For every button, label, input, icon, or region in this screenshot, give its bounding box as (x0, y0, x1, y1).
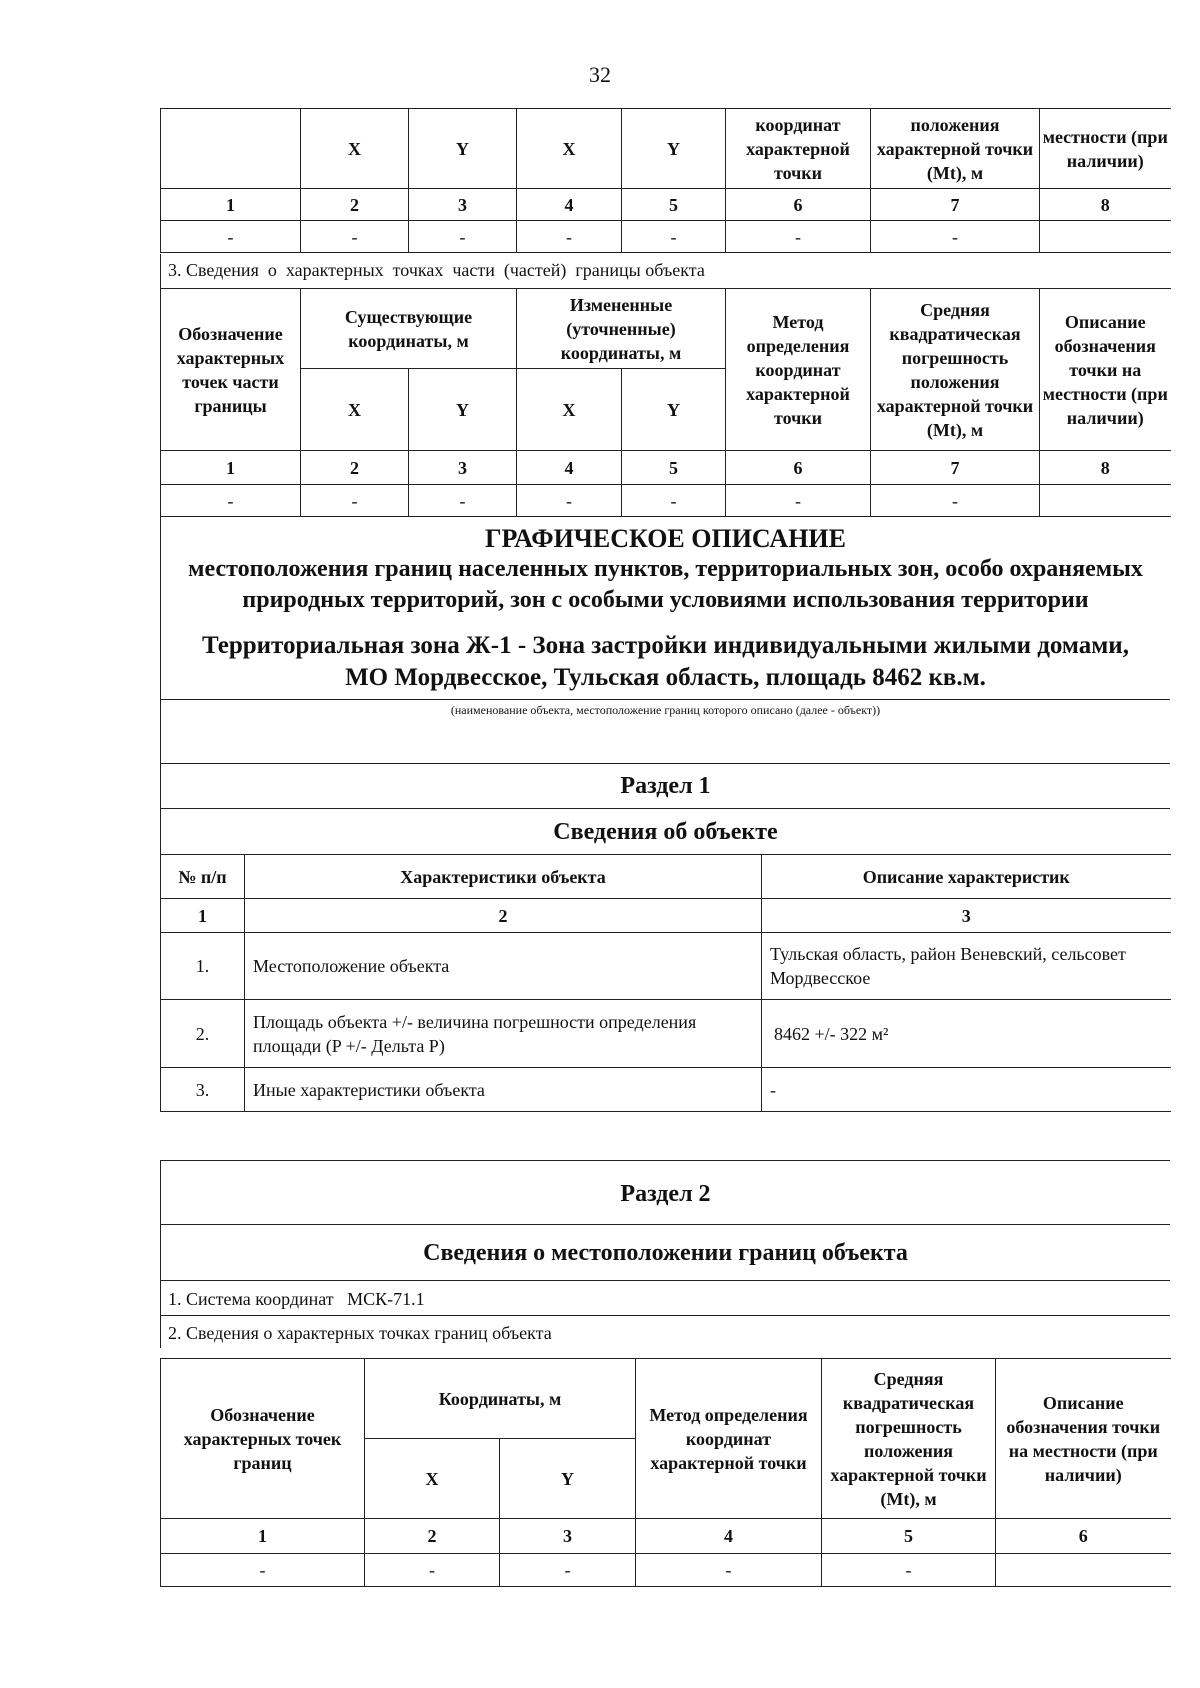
column-number: 1 (161, 189, 301, 221)
header-cell: X (301, 109, 409, 189)
header-cell: № п/п (161, 855, 245, 899)
col-points-label: Обозначение характерных точек части границы (161, 289, 301, 451)
zone-name: Территориальная зона Ж-1 - Зона застройки индивидуальными жилыми домами, МО Мордвесское, Тульская область, площадь 8462 кв.м. (202, 632, 1129, 691)
col-method: Метод определения координат характерной точки (636, 1359, 822, 1519)
table-row (161, 485, 1171, 517)
table-cell: - (365, 1554, 500, 1587)
column-number: 8 (1040, 451, 1171, 485)
col-y: Y (409, 369, 517, 451)
table-cell: - (726, 485, 871, 517)
column-number: 2 (301, 451, 409, 485)
table-cell: - (161, 485, 301, 517)
razdel2-subtitle: Сведения о местоположении границ объекта (161, 1225, 1170, 1281)
row-value: 8462 +/- 322 м² (762, 1000, 1171, 1068)
table-cell: - (871, 221, 1040, 253)
column-number-row (161, 189, 1171, 221)
table-cell (996, 1554, 1171, 1587)
row-name: Площадь объекта +/- величина погрешности определения площади (P +/- Дельта P) (245, 1000, 762, 1068)
razdel2-header (160, 1160, 1170, 1348)
header-cell: координат характерной точки (726, 109, 871, 189)
table-cell: - (726, 221, 871, 253)
column-number: 1 (161, 1519, 365, 1554)
page-number: 32 (589, 62, 611, 87)
column-number: 2 (301, 189, 409, 221)
table-cell (1040, 221, 1171, 253)
graphic-subtitle: местоположения границ населенных пунктов, территориальных зон, особо охраняемых природных территорий, зон с особыми условиями использования территории (188, 556, 1143, 613)
column-number: 5 (622, 189, 726, 221)
column-number: 2 (245, 899, 762, 933)
header-cell: положения характерной точки (Mt), м (871, 109, 1040, 189)
col-y: Y (622, 369, 726, 451)
section3-caption-text: 3. Сведения о характерных точках части (частей) границы объекта (168, 260, 705, 280)
table-cell: - (517, 485, 622, 517)
table-cell: - (301, 221, 409, 253)
column-number: 4 (517, 451, 622, 485)
col-method: Метод определения координат характерной точки (726, 289, 871, 451)
table-cell: - (636, 1554, 822, 1587)
table-row (161, 1000, 1171, 1068)
column-number: 7 (871, 189, 1040, 221)
table-cell: - (161, 1554, 365, 1587)
col-y: Y (500, 1439, 636, 1519)
row-name: Иные характеристики объекта (245, 1068, 762, 1112)
col-x: X (365, 1439, 500, 1519)
table-cell: - (517, 221, 622, 253)
boundary-points-table (160, 1358, 1171, 1587)
table-header-row (161, 109, 1171, 189)
table-cell: - (409, 221, 517, 253)
row-number: 1. (161, 933, 245, 1000)
table-cell (1040, 485, 1171, 517)
header-cell: Y (622, 109, 726, 189)
column-number: 3 (762, 899, 1171, 933)
table-row (161, 221, 1171, 253)
column-number: 1 (161, 451, 301, 485)
table-header-row (161, 855, 1171, 899)
row-value: - (762, 1068, 1171, 1112)
table-row (161, 1554, 1171, 1587)
column-number: 7 (871, 451, 1040, 485)
col-coordinates: Координаты, м (365, 1359, 636, 1439)
table-cell: - (622, 221, 726, 253)
row-name: Местоположение объекта (245, 933, 762, 1000)
column-number: 8 (1040, 189, 1171, 221)
table-cell: - (409, 485, 517, 517)
razdel1-header (160, 763, 1170, 856)
row-number: 2. (161, 1000, 245, 1068)
table-row (161, 933, 1171, 1000)
razdel1-subtitle: Сведения об объекте (553, 819, 778, 845)
table-row (161, 1068, 1171, 1112)
column-number: 2 (365, 1519, 500, 1554)
row-value: Тульская область, район Веневский, сельсовет Мордвесское (762, 933, 1171, 1000)
col-x: X (301, 369, 409, 451)
column-number: 4 (517, 189, 622, 221)
header-cell: Описание характеристик (762, 855, 1171, 899)
col-existing-coords: Существующие координаты, м (301, 289, 517, 369)
col-error: Средняя квадратическая погрешность положения характерной точки (Mt), м (822, 1359, 996, 1519)
header-cell (161, 109, 301, 189)
object-info-table (160, 854, 1171, 1112)
table-cell: - (500, 1554, 636, 1587)
col-description: Описание обозначения точки на местности (при наличии) (1040, 289, 1171, 451)
column-number: 1 (161, 899, 245, 933)
col-changed-coords: Измененные (уточненные) координаты, м (517, 289, 726, 369)
header-cell: местности (при наличии) (1040, 109, 1171, 189)
column-number: 6 (726, 451, 871, 485)
column-number-row (161, 451, 1171, 485)
column-number: 5 (622, 451, 726, 485)
razdel1-title: Раздел 1 (161, 764, 1170, 809)
col-description: Описание обозначения точки на местности (при наличии) (996, 1359, 1171, 1519)
column-number: 6 (996, 1519, 1171, 1554)
table-cell: - (871, 485, 1040, 517)
table-cell: - (161, 221, 301, 253)
coord-system: 1. Система координат МСК-71.1 (161, 1281, 1170, 1316)
table-cell: - (622, 485, 726, 517)
column-number: 3 (409, 451, 517, 485)
column-number: 3 (500, 1519, 636, 1554)
column-number: 6 (726, 189, 871, 221)
column-number-row (161, 899, 1171, 933)
razdel2-title: Раздел 2 (161, 1161, 1170, 1225)
object-note: (наименование объекта, местоположение границ которого описано (далее - объект)) (450, 703, 881, 717)
header-cell: X (517, 109, 622, 189)
table-cell: - (301, 485, 409, 517)
section3-caption (160, 254, 1170, 289)
graphic-description (160, 516, 1170, 764)
column-number: 5 (822, 1519, 996, 1554)
column-number: 4 (636, 1519, 822, 1554)
part-points-table (160, 288, 1171, 517)
col-x: X (517, 369, 622, 451)
continued-points-table (160, 108, 1171, 253)
graphic-title: ГРАФИЧЕСКОЕ ОПИСАНИЕ (485, 524, 846, 553)
col-points-label: Обозначение характерных точек границ (161, 1359, 365, 1519)
column-number-row (161, 1519, 1171, 1554)
column-number: 3 (409, 189, 517, 221)
points-caption: 2. Сведения о характерных точках границ объекта (168, 1323, 552, 1343)
table-cell: - (822, 1554, 996, 1587)
row-number: 3. (161, 1068, 245, 1112)
col-error: Средняя квадратическая погрешность положения характерной точки (Mt), м (871, 289, 1040, 451)
header-cell: Y (409, 109, 517, 189)
header-cell: Характеристики объекта (245, 855, 762, 899)
